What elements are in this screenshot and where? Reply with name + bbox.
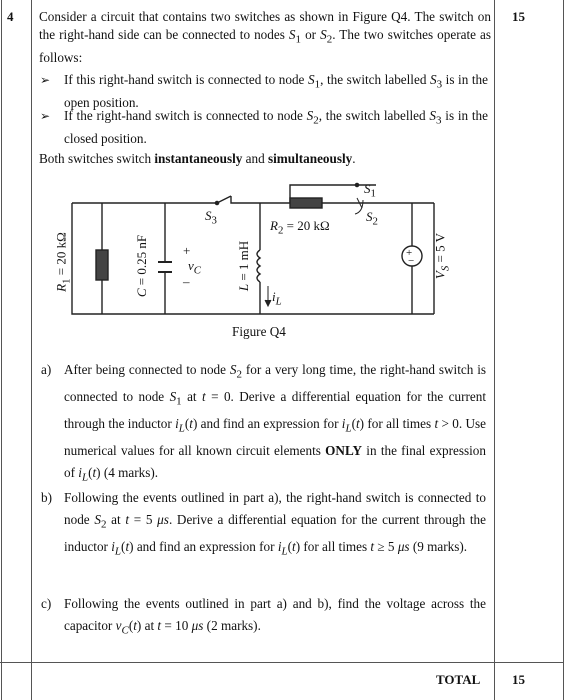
bullet-item: If the right-hand switch is connected to node $S_2$, the switch labelled $S_3$ is in the closed position.: [64, 108, 488, 146]
table-row-divider: [0, 662, 564, 663]
question-intro: Consider a circuit that contains two switches as shown in Figure Q4. The switch on the right-hand side can be connected to nodes $S_1$ or $S_2$. The two switches operate as follows:: [39, 9, 491, 65]
label-vs: $V_S = 5$ V: [432, 232, 452, 280]
figure-caption: Figure Q4: [232, 324, 286, 339]
bullet-arrow-icon: ➢: [40, 73, 51, 87]
label-s2: $S_2$: [366, 209, 378, 228]
total-label: TOTAL: [436, 672, 481, 687]
part-label-b: b): [41, 490, 52, 505]
part-text-a: After being connected to node $S_2$ for a very long time, the right-hand switch is connected to node $S_1$ at t = 0. Derive a differential equation for the current through the inductor $i_L(t)$ and find an expression for $i_L(t)$ for all times t > 0. Use numerical values for all known circuit elements ONLY in the final expression of $i_L(t)$ (4 marks).: [64, 362, 486, 484]
part-text-b: Following the events outlined in part a), the right-hand switch is connected to node $S_2$ at t = 5 μs. Derive a differential equation for the current through the inductor $i_L(t)$ and find an expression for $i_L(t)$ for all times t ≥ 5 μs (9 marks).: [64, 490, 486, 558]
source-minus-icon: −: [408, 255, 415, 267]
label-r2: $R_2 = 20$ kΩ: [270, 218, 330, 237]
label-inductor: L = 1 mH: [236, 240, 251, 292]
label-r1: $R_1 = 20$ kΩ: [53, 232, 73, 292]
source-plus-icon: +: [406, 247, 413, 259]
label-vc-plus: +: [183, 243, 191, 258]
bullet-arrow-icon: ➢: [40, 109, 51, 123]
total-marks: 15: [512, 672, 525, 687]
bullet-item: If this right-hand switch is connected to node $S_1$, the switch labelled $S_3$ is in the open position.: [64, 72, 489, 110]
part-text-c: Following the events outlined in part a) and b), find the voltage across the capacitor $v_C(t)$ at t = 10 μs (2 marks).: [64, 596, 486, 637]
label-il: $i_L$: [272, 289, 282, 308]
label-vc: $v_C$: [188, 258, 202, 277]
switch-behaviour-note: Both switches switch instantaneously and simultaneously.: [39, 151, 356, 166]
circuit-diagram: [0, 0, 567, 330]
question-number: 4: [7, 9, 14, 24]
question-marks: 15: [512, 9, 525, 24]
part-label-a: a): [41, 362, 52, 377]
label-s3: $S_3$: [205, 208, 217, 227]
part-label-c: c): [41, 596, 52, 611]
label-capacitor: C = 0.25 nF: [134, 234, 149, 298]
label-s1: $S_1$: [364, 181, 376, 200]
label-vc-minus: –: [183, 274, 190, 289]
